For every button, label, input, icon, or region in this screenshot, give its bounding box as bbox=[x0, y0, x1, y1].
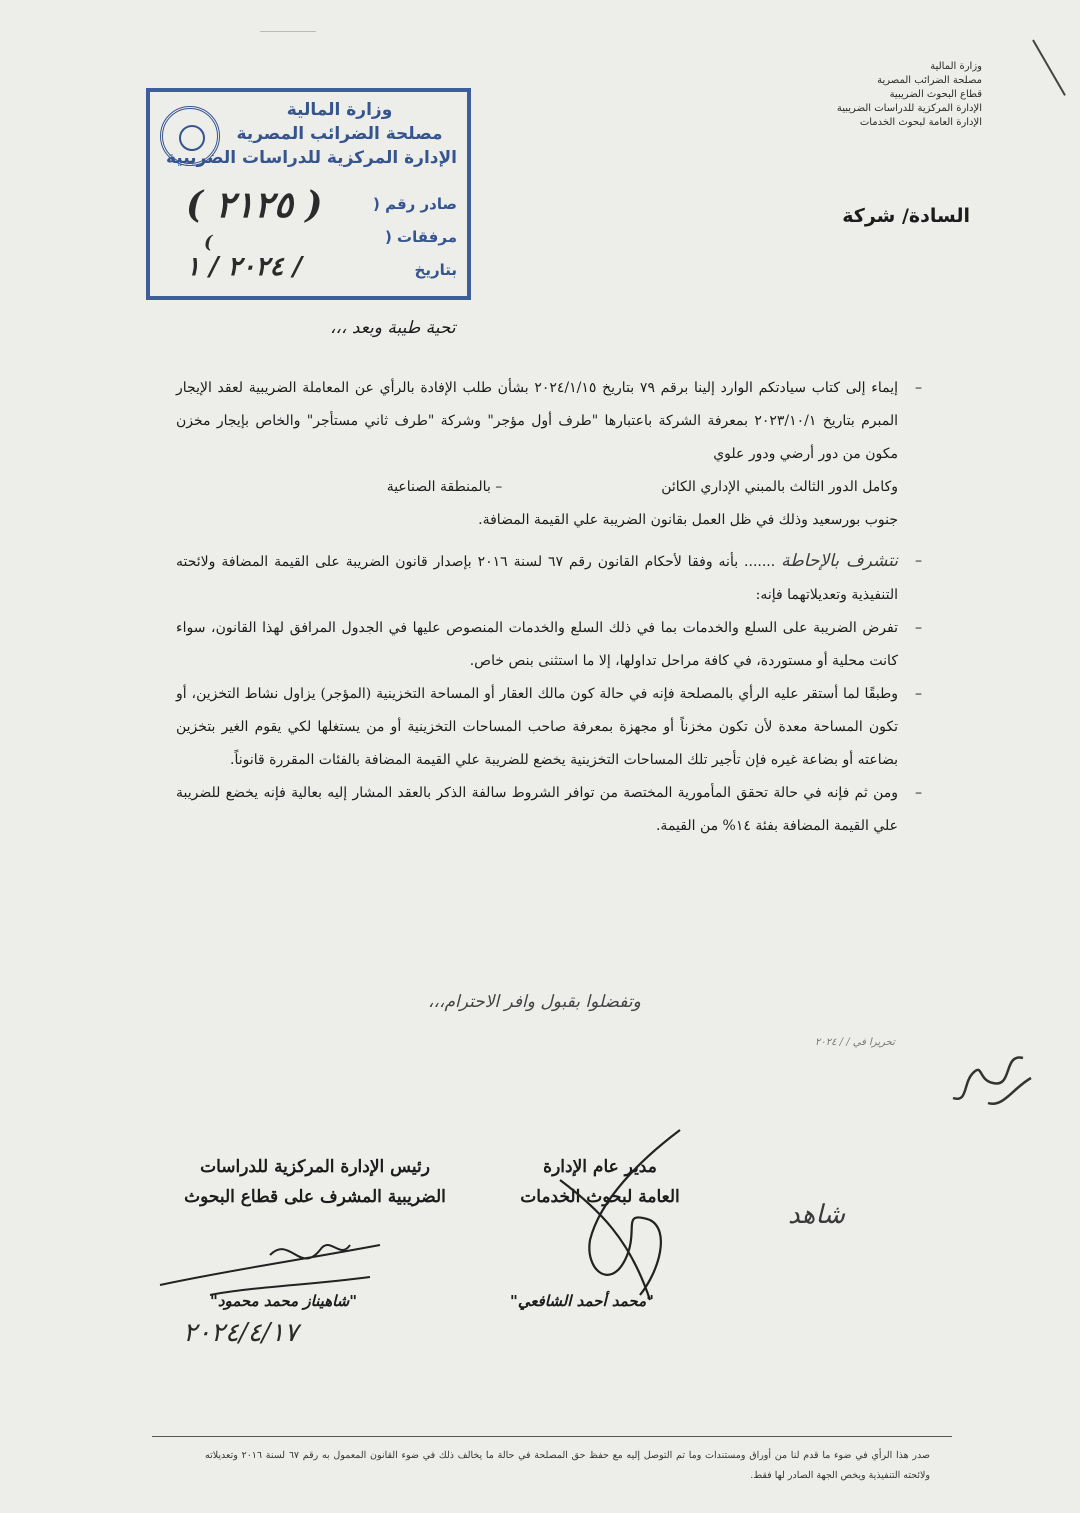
handwritten-phrase: نتشرف بالإحاطة bbox=[781, 551, 898, 571]
paragraph-text: ومن ثم فإنه في حالة تحقق المأمورية المختصة من توافر الشروط سالفة الذكر بالعقد المشار إليه بعالية فإنه يخضع للضريبة علي القيمة المضافة بفئة ١٤% من القيمة. bbox=[176, 785, 898, 834]
paragraph-text: إيماء إلى كتاب سيادتكم الوارد إلينا برقم ٧٩ بتاريخ ٢٠٢٤/١/١٥ بشأن طلب الإفادة بالرأي عن المعاملة الضريبية لعقد الإيجار المبرم بتاريخ ٢٠٢٣/١٠/١ بمعرفة الشركة باعتبارها "طرف أول مؤجر" وشركة "طرف ثاني مستأجر" والخاص بإيجار مخزن مكون من دور أرضي ودور علوي bbox=[176, 380, 898, 462]
paragraph bbox=[176, 612, 920, 678]
letterhead-line: وزارة المالية bbox=[930, 61, 982, 72]
bullet-dash: – bbox=[915, 785, 922, 801]
letter-body bbox=[176, 372, 920, 843]
paragraph-text: وطبقًا لما أستقر عليه الرأي بالمصلحة فإنه في حالة كون مالك العقار أو المساحة التخزينية (المؤجر) يزاول نشاط التخزين، أو تكون المساحة معدة لأن تكون مخزناً أو مجهزة بمعرفة صاحب المساحات التخزينية أو من يستغلها لكي يقوم الغير بتخزين بضاعته أو بضاعة غيره فإن تأجير تلك المساحات التخزينية يخضع للضريبة علي القيمة المضافة بالفئات المقررة قانوناً. bbox=[176, 686, 898, 768]
bullet-dash: – bbox=[915, 380, 922, 396]
letterhead bbox=[782, 60, 982, 130]
signer-left-name: "شاهيناز محمد محمود" bbox=[210, 1292, 358, 1310]
signer-title-line: مدير عام الإدارة bbox=[543, 1157, 657, 1177]
bullet-dash: – bbox=[915, 553, 922, 569]
letterhead-line: مصلحة الضرائب المصرية bbox=[877, 75, 982, 86]
footer-note: صدر هذا الرأي في ضوء ما قدم لنا من أوراق ومستندات وما تم التوصل إليه مع حفظ حق المصلحة في حالة ما يخالف ذلك في ضوء القانون المعمول به رقم ٦٧ لسنة ٢٠١٦ وتعديلاته ولائحته التنفيذية ويخص الجهة الصادر لها فقط. bbox=[205, 1450, 930, 1481]
closing: وتفضلوا بقبول وافر الاحترام،،، bbox=[428, 992, 641, 1012]
signature-right bbox=[530, 1120, 710, 1310]
stamp-line: الإدارة المركزية للدراسات الضريبية bbox=[165, 148, 457, 168]
paragraph-text: جنوب بورسعيد وذلك في ظل العمل بقانون الضريبة علي القيمة المضافة. bbox=[478, 512, 898, 528]
stamp-paren: ( bbox=[204, 232, 213, 253]
footer-divider bbox=[152, 1436, 952, 1437]
stamp-number-label: صادر رقم ( bbox=[373, 195, 457, 213]
paragraph-text: ....... بأنه وفقا لأحكام القانون رقم ٦٧ لسنة ٢٠١٦ بإصدار قانون الضريبة على القيمة المضافة ولائحته التنفيذية وتعديلاتهما فإنه: bbox=[176, 554, 898, 603]
stamp-attachments-label: مرفقات ( bbox=[384, 228, 457, 246]
letterhead-line: الإدارة العامة لبحوث الخدمات bbox=[859, 117, 982, 128]
paragraph-text: – بالمنطقة الصناعية bbox=[386, 479, 503, 495]
paragraph bbox=[176, 777, 920, 843]
paragraph-text: وكامل الدور الثالث بالمبني الإداري الكائن bbox=[661, 479, 898, 495]
bullet-dash: – bbox=[915, 686, 922, 702]
scan-mark bbox=[260, 31, 316, 32]
signer-left-title bbox=[160, 1152, 470, 1212]
stamp-date-label: بتاريخ bbox=[414, 261, 457, 279]
signer-title-line: رئيس الإدارة المركزية للدراسات bbox=[200, 1157, 430, 1177]
letterhead-line: قطاع البحوث الضريبية bbox=[889, 89, 982, 100]
stamp-header bbox=[165, 98, 457, 170]
paragraph-text: تفرض الضريبة على السلع والخدمات بما في ذلك السلع والخدمات المنصوص عليها في الجدول المرافق لهذا القانون، سواء كانت محلية أو مستوردة، في كافة مراحل تداولها، إلا ما استثنى بنص خاص. bbox=[176, 620, 898, 669]
paragraph bbox=[176, 678, 920, 777]
signer-right-name: "محمد أحمد الشافعي" bbox=[510, 1292, 654, 1310]
small-date: تحريرا في / / ٢٠٢٤ bbox=[815, 1037, 895, 1048]
handwritten-date: ٢٠٢٤/٤/١٧ bbox=[183, 1318, 299, 1348]
paragraph bbox=[176, 545, 920, 612]
stamp-line: وزارة المالية bbox=[286, 100, 393, 120]
greeting: تحية طيبة وبعد ،،، bbox=[330, 318, 456, 338]
stamp-handwritten-date: ٢٠٢٤ / ١ / bbox=[186, 252, 302, 282]
issue-stamp bbox=[146, 88, 471, 300]
corner-pen-mark bbox=[1032, 40, 1066, 96]
signer-title-line: العامة لبحوث الخدمات bbox=[520, 1187, 680, 1207]
stamp-fields bbox=[373, 188, 457, 287]
approval-word: شاهد bbox=[788, 1200, 846, 1230]
initials-scribble bbox=[943, 1048, 1038, 1118]
letterhead-line: الإدارة المركزية للدراسات الضريبية bbox=[836, 103, 982, 114]
salutation: السادة/ شركة bbox=[842, 205, 970, 227]
paragraph bbox=[176, 372, 920, 537]
stamp-line: مصلحة الضرائب المصرية bbox=[236, 124, 443, 144]
signer-title-line: الضريبية المشرف على قطاع البحوث bbox=[184, 1187, 446, 1207]
stamp-handwritten-number: ( ٢١٢٥ ) bbox=[186, 184, 323, 226]
bullet-dash: – bbox=[915, 620, 922, 636]
